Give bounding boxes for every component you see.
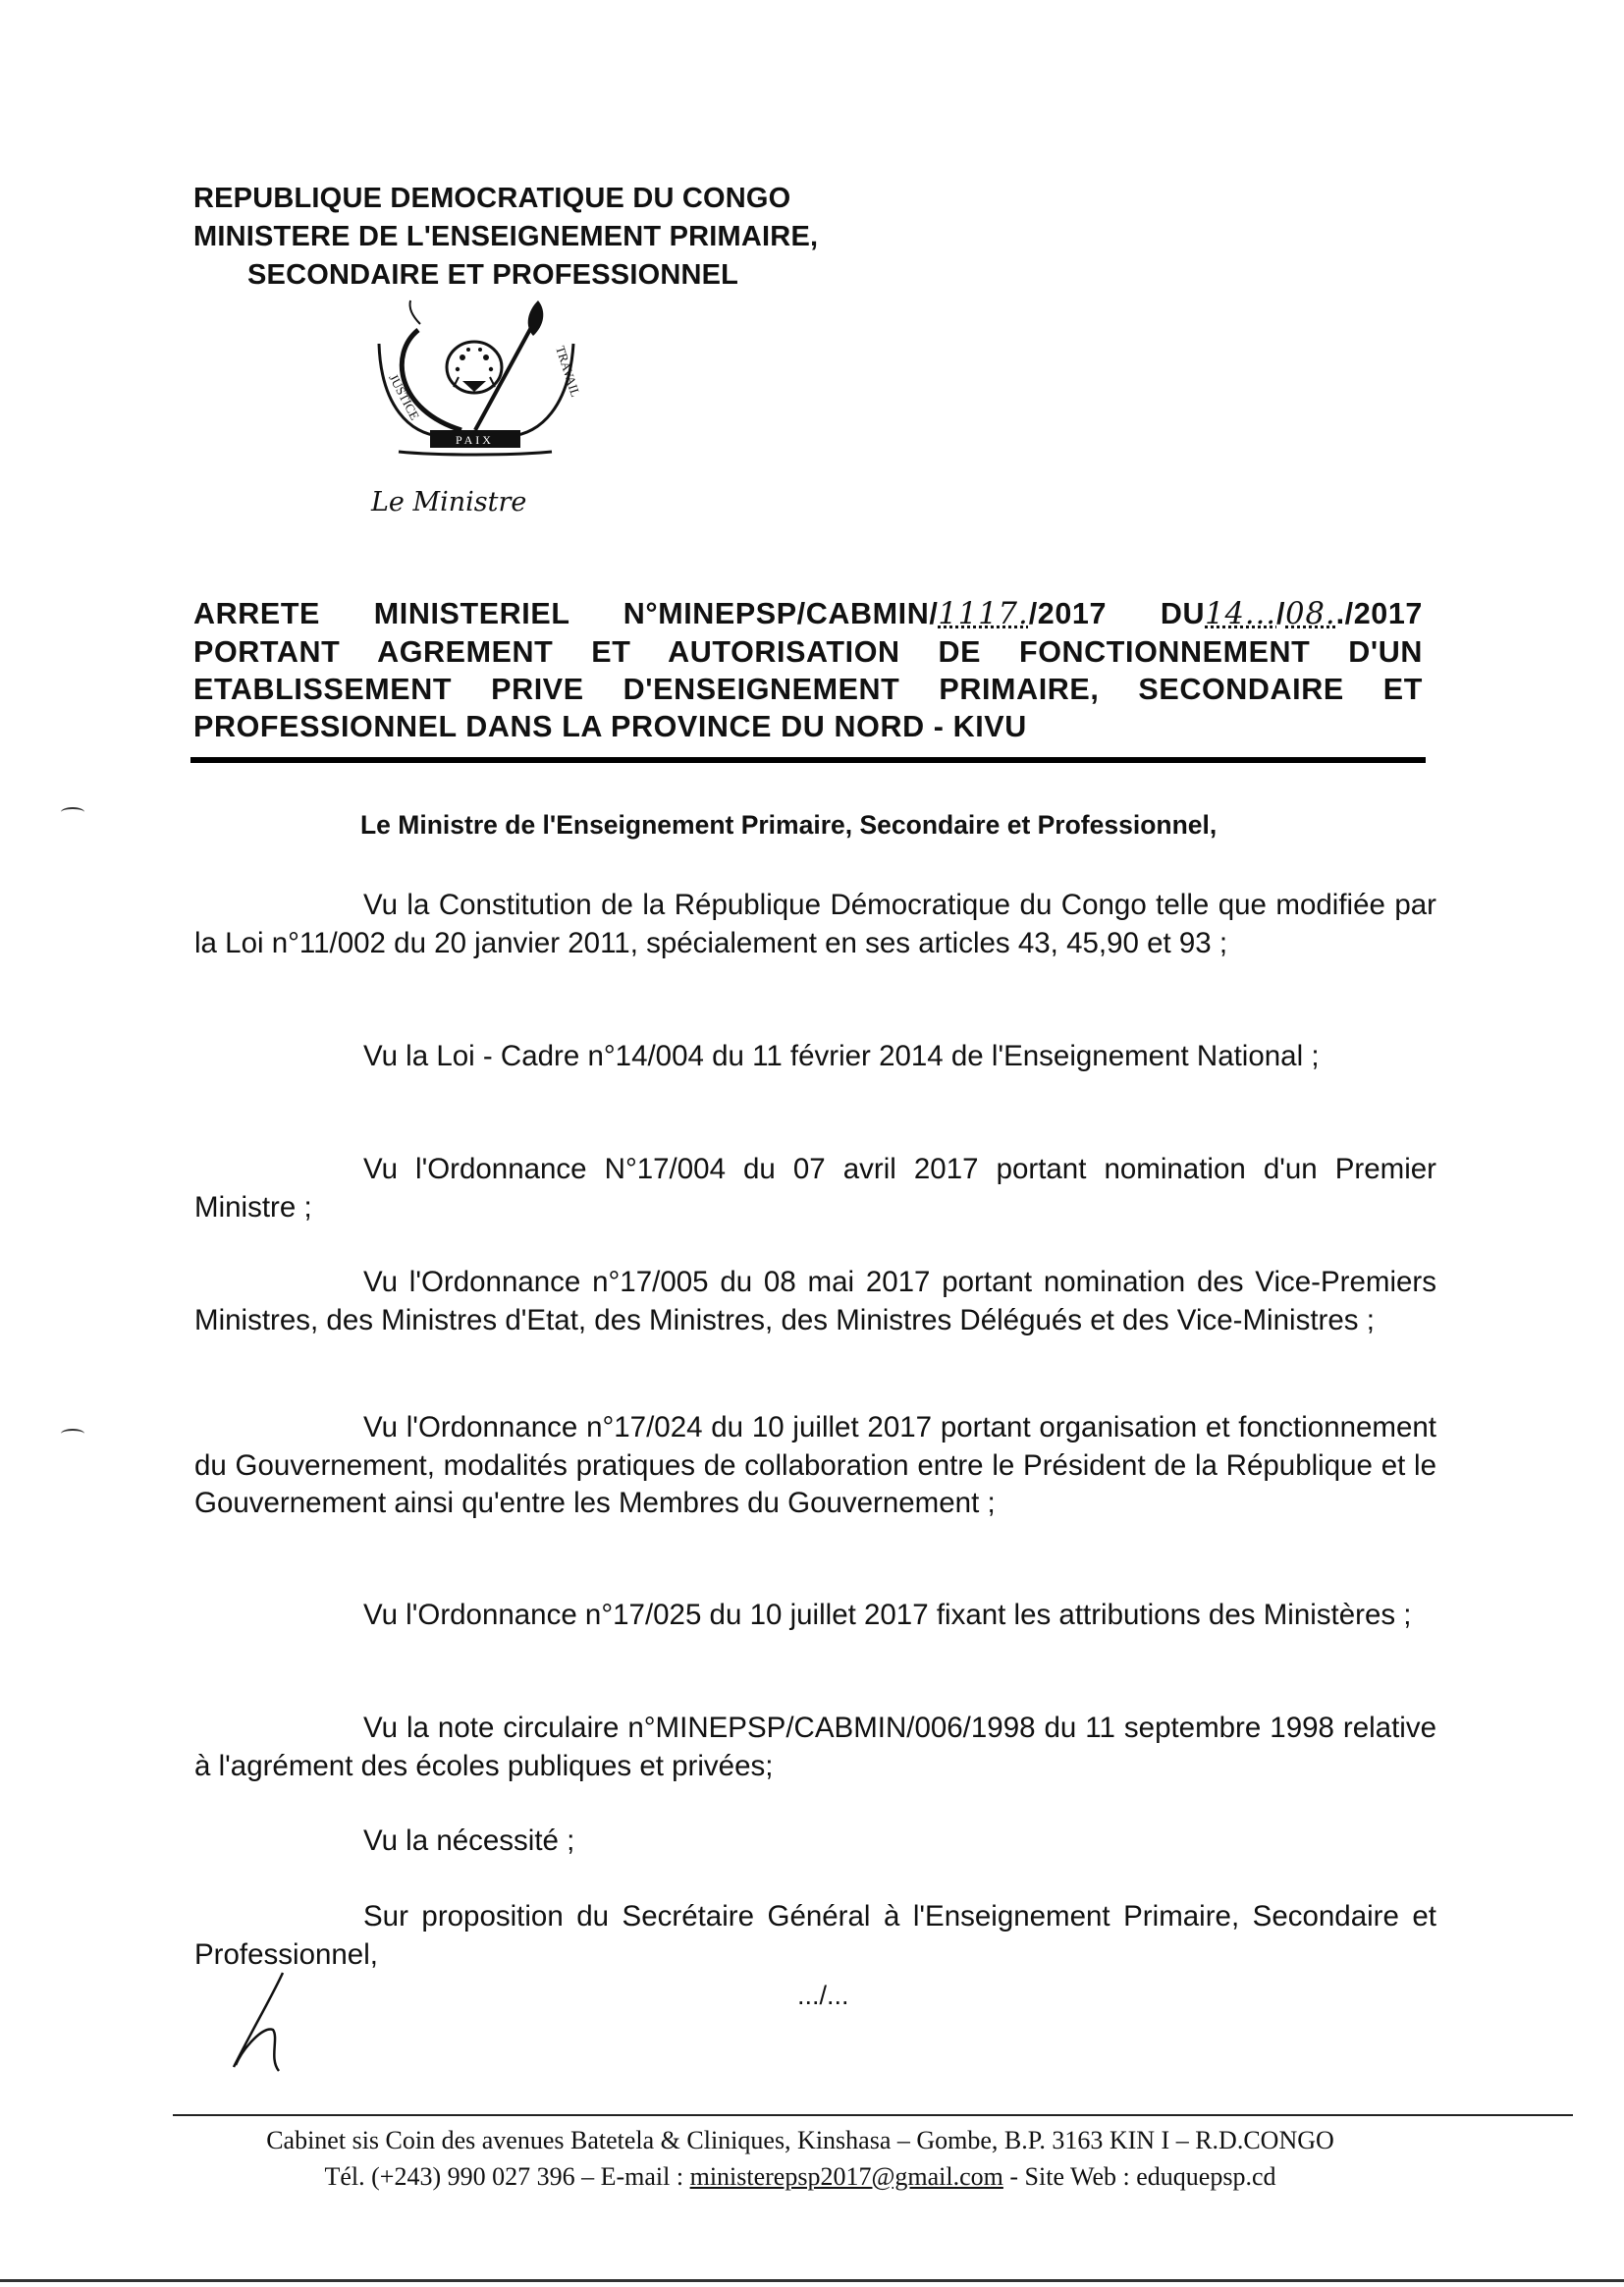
paragraph-note-circulaire: Vu la note circulaire n°MINEPSP/CABMIN/006/1998 du 11 septembre 1998 relative à l'agrément des écoles publiques et privées; (194, 1712, 1436, 1782)
minister-title: Le Ministre (371, 487, 527, 517)
paragraph-loi-cadre: Vu la Loi - Cadre n°14/004 du 11 février 2014 de l'Enseignement National ; (363, 1040, 1320, 1072)
handwritten-initial (224, 1969, 302, 2077)
paragraph-ordonnance-ministres: Vu l'Ordonnance n°17/005 du 08 mai 2017 portant nomination des Vice-Premiers Ministres, des Ministres d'Etat, des Ministres, des Ministres Délégués et des Vice-Ministres ; (194, 1266, 1436, 1336)
punch-mark (61, 807, 84, 817)
punch-mark (61, 1429, 84, 1439)
handwritten-month: 08. (1285, 597, 1336, 631)
decree-title-line3: ETABLISSEMENT PRIVE D'ENSEIGNEMENT PRIMAIRE, SECONDAIRE ET (193, 673, 1423, 706)
footer-rule (173, 2114, 1573, 2116)
ministry-name-line2: SECONDAIRE ET PROFESSIONNEL (247, 259, 739, 291)
country-name: REPUBLIQUE DEMOCRATIQUE DU CONGO (193, 183, 791, 214)
handwritten-decree-number: 1117. (938, 597, 1029, 631)
decree-title-line2: PORTANT AGREMENT ET AUTORISATION DE FONCTIONNEMENT D'UN (193, 635, 1423, 669)
decree-title-line1: ARRETE MINISTERIEL N°MINEPSP/CABMIN/1117./2017 DU14.../08../2017 (193, 597, 1423, 631)
footer-address: Cabinet sis Coin des avenues Batetela & Cliniques, Kinshasa – Gombe, B.P. 3163 KIN I – R.D.CONGO (266, 2126, 1334, 2154)
leopard-head-icon (447, 342, 502, 393)
coat-of-arms-emblem (359, 299, 591, 460)
preamble-intro: Le Ministre de l'Enseignement Primaire, Secondaire et Professionnel, (360, 810, 1218, 840)
email-link[interactable]: ministerepsp2017@gmail.com (689, 2162, 1003, 2191)
footer (167, 2122, 1434, 2195)
footer-contact: Tél. (+243) 990 027 396 – E-mail : ministerepsp2017@gmail.com - Site Web : eduquepsp.cd (324, 2162, 1276, 2191)
motto-left: JUSTICE (386, 371, 423, 423)
paragraph-constitution: Vu la Constitution de la République Démocratique du Congo telle que modifiée par la Loi n°11/002 du 20 janvier 2011, spécialement en ses articles 43, 45,90 et 93 ; (194, 889, 1436, 959)
ministry-name: MINISTERE DE L'ENSEIGNEMENT PRIMAIRE, (193, 221, 819, 252)
paragraph-proposition: Sur proposition du Secrétaire Général à l'Enseignement Primaire, Secondaire et Professionnel, (194, 1900, 1436, 1971)
decree-title-line4: PROFESSIONNEL DANS LA PROVINCE DU NORD - KIVU (193, 710, 1027, 743)
paragraph-ordonnance-premier-ministre: Vu l'Ordonnance N°17/004 du 07 avril 2017 portant nomination d'un Premier Ministre ; (194, 1153, 1436, 1224)
decree-title (193, 595, 1423, 745)
paragraph-ordonnance-attributions: Vu l'Ordonnance n°17/025 du 10 juillet 2017 fixant les attributions des Ministères ; (363, 1599, 1412, 1631)
spear-head (528, 300, 544, 336)
motto-center: PAIX (456, 433, 494, 447)
scan-edge-line (0, 2279, 1624, 2282)
paragraph-necessite: Vu la nécessité ; (363, 1824, 575, 1857)
paragraph-ordonnance-gouvernement: Vu l'Ordonnance n°17/024 du 10 juillet 2017 portant organisation et fonctionnement du Gouvernement, modalités pratiques de collaboration entre le Président de la République et le Gouvernement ainsi qu'entre les Membres du Gouvernement ; (194, 1411, 1436, 1519)
title-underline (190, 757, 1426, 763)
continuation-mark: .../... (797, 1981, 849, 2010)
handwritten-day: 14... (1205, 597, 1276, 631)
motto-right: TRAVAIL (553, 344, 584, 400)
